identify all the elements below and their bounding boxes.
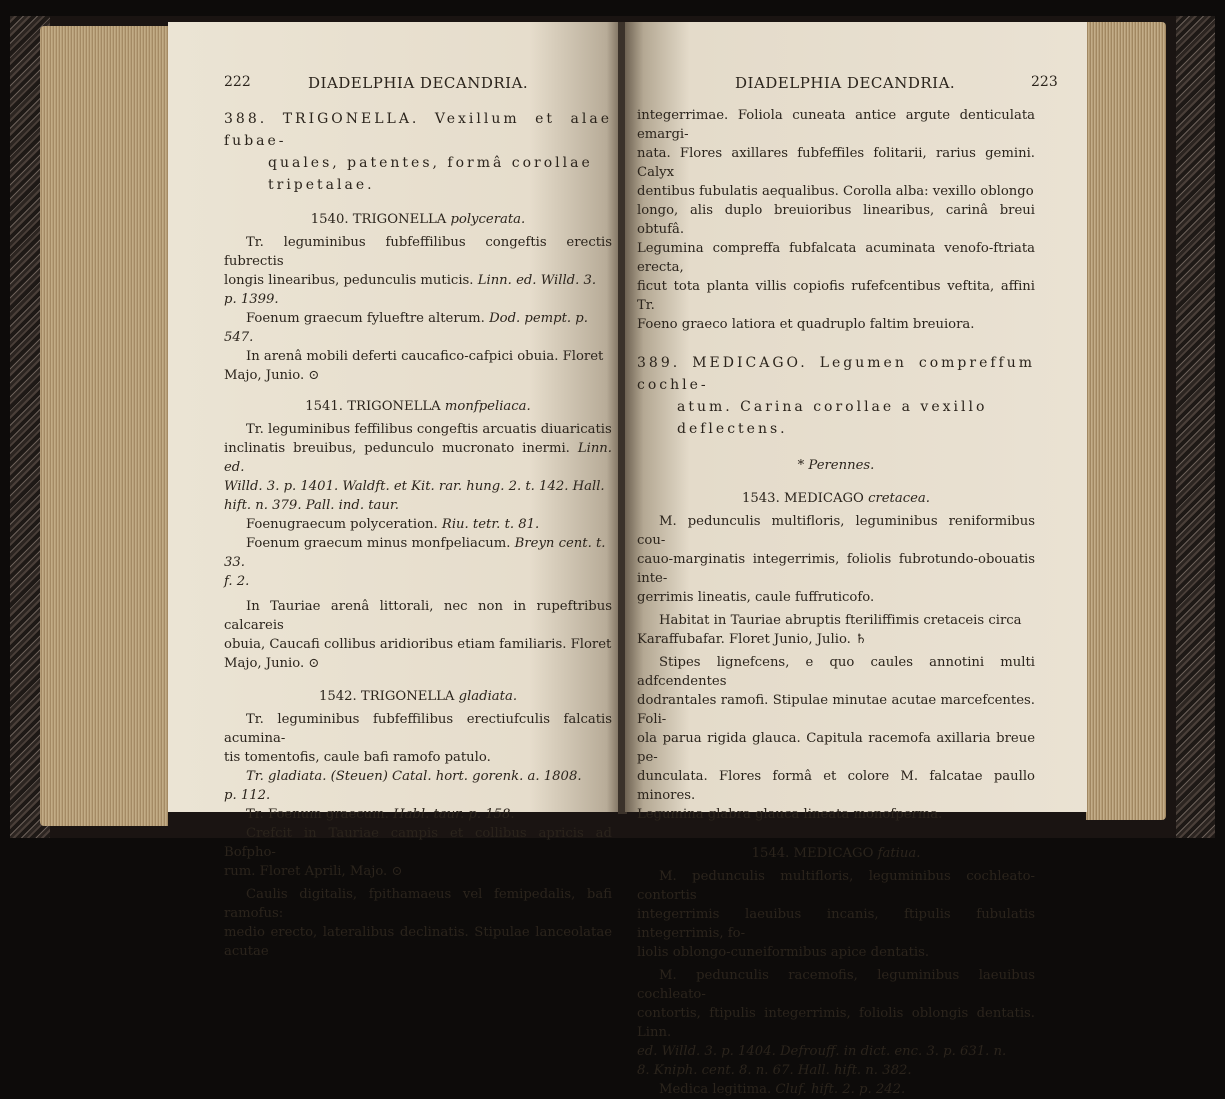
running-head-right: DIADELPHIA DECANDRIA.: [735, 74, 956, 92]
text-line: M. pedunculis multifloris, leguminibus reniformibus cou-: [637, 514, 1035, 548]
text-line: integerrimis laeuibus incanis, ftipulis fubulatis integerrimis, fo-: [637, 907, 1035, 941]
text-line: ola parua rigida glauca. Capitula racemofa axillaria breue pe-: [637, 731, 1035, 765]
text-line: p. 1399.: [224, 292, 279, 307]
right-page-text: [637, 106, 1035, 1099]
text-line: Stipes lignefcens, e quo caules annotini multi adfcendentes: [637, 655, 1035, 689]
text-line: Foenugraecum polyceration. Riu. tetr. t. 81.: [246, 517, 540, 532]
text-line: obuia, Caucafi collibus aridioribus etiam familiaris. Floret: [224, 637, 612, 652]
genus-number: 388.: [224, 111, 268, 127]
text-line: ed. Willd. 3. p. 1404. Defrouff. in dict. enc. 3. p. 631. n.: [637, 1044, 1007, 1059]
text-line: ficut tota planta villis copiofis rufefcentibus veftita, affini Tr.: [637, 279, 1035, 313]
text-line: rum. Floret Aprili, Majo. ⊙: [224, 864, 403, 879]
genus-desc-line2: quales, patentes, formâ corollae tripetalae.: [268, 155, 593, 193]
section-heading: * Perennes.: [797, 458, 875, 473]
text-line: Tr. gladiata. (Steuen) Catal. hort. gorenk. a. 1808.: [246, 769, 582, 784]
running-head-left: DIADELPHIA DECANDRIA.: [308, 74, 529, 92]
genus-desc-line2: atum. Carina corollae a vexillo deflectens.: [677, 399, 988, 437]
species-1542-heading: 1542. TRIGONELLA gladiata.: [318, 689, 518, 704]
text-line: Willd. 3. p. 1401. Waldft. et Kit. rar. hung. 2. t. 142. Hall.: [224, 479, 605, 494]
text-line: integerrimae. Foliola cuneata antice argute denticulata emargi-: [637, 108, 1035, 142]
text-line: Caulis digitalis, fpithamaeus vel femipedalis, bafi ramofus:: [224, 887, 612, 921]
annual-symbol: ⊙: [308, 656, 320, 671]
annual-symbol: ⊙: [391, 864, 403, 879]
text-line: cauo-marginatis integerrimis, foliolis fubrotundo-obouatis inte-: [637, 552, 1035, 586]
text-line: In arenâ mobili deferti caucafico-cafpici obuia. Floret: [246, 349, 604, 364]
text-line: longis linearibus, pedunculis muticis. Linn. ed. Willd. 3.: [224, 273, 597, 288]
species-1544-heading: 1544. MEDICAGO fatiua.: [751, 846, 921, 861]
text-line: Medica legitima. Cluf. hift. 2. p. 242.: [659, 1082, 906, 1097]
text-line: Crefcit in Tauriae campis et collibus apricis ad Bofpho-: [224, 826, 612, 860]
text-line: Karaffubafar. Floret Junio, Julio. ♄: [637, 632, 867, 647]
genus-name: TRIGONELLA.: [282, 111, 420, 127]
text-line: Legumina glabra glauca lineata monofperma.: [637, 807, 943, 822]
text-line: Majo, Junio. ⊙: [224, 656, 320, 671]
left-page-text: [224, 108, 612, 961]
species-1541-heading: 1541. TRIGONELLA monfpeliaca.: [305, 399, 531, 414]
text-line: dentibus fubulatis aequalibus. Corolla alba: vexillo oblongo: [637, 184, 1034, 199]
text-line: 8. Kniph. cent. 8. n. 67. Hall. hift. n. 382.: [637, 1063, 912, 1078]
text-line: p. 112.: [224, 788, 271, 803]
text-line: f. 2.: [224, 574, 250, 589]
text-line: liolis oblongo-cuneiformibus apice dentatis.: [637, 945, 930, 960]
text-line: Tr. Foenum graecum. Habl. taur. p. 158.: [246, 807, 515, 822]
text-line: longo, alis duplo breuioribus linearibus, carinâ breui obtufâ.: [637, 203, 1035, 237]
text-line: nata. Flores axillares fubfeffiles folitarii, rarius gemini. Calyx: [637, 146, 1035, 180]
text-line: In Tauriae arenâ littorali, nec non in rupeftribus calcareis: [224, 599, 612, 633]
genus-medicago: 389. MEDICAGO. Legumen compreffum cochle-: [637, 355, 1036, 393]
page-number-right: 223: [1031, 74, 1058, 90]
annual-symbol: ⊙: [308, 368, 320, 383]
text-line: dodrantales ramofi. Stipulae minutae acutae marcefcentes. Foli-: [637, 693, 1035, 727]
text-line: Foenum graecum minus monfpeliacum. Breyn cent. t. 33.: [224, 536, 606, 570]
genus-trigonella: [224, 108, 612, 152]
text-line: medio erecto, lateralibus declinatis. Stipulae lanceolatae acutae: [224, 925, 612, 959]
marbled-cover-right: [1176, 16, 1215, 838]
species-genus: TRIGONELLA: [352, 212, 447, 227]
text-line: inclinatis breuibus, pedunculo mucronato inermi. Linn. ed.: [224, 441, 612, 475]
text-line: Tr. leguminibus fubfeffilibus erectiufculis falcatis acumina-: [224, 712, 612, 746]
text-line: contortis, ftipulis integerrimis, foliolis oblongis dentatis. Linn.: [637, 1006, 1035, 1040]
species-1543-heading: 1543. MEDICAGO cretacea.: [742, 491, 930, 506]
text-line: dunculata. Flores formâ et colore M. falcatae paullo minores.: [637, 769, 1035, 803]
right-page: [625, 22, 1087, 1097]
text-line: Legumina compreffa fubfalcata acuminata venofo-ftriata erecta,: [637, 241, 1035, 275]
species-number: 1540.: [310, 212, 349, 227]
text-line: Tr. leguminibus fubfeffilibus congeftis erectis fubrectis: [224, 235, 612, 269]
text-line: hift. n. 379. Pall. ind. taur.: [224, 498, 399, 513]
text-line: Foeno graeco latiora et quadruplo faltim breuiora.: [637, 317, 975, 332]
genus-desc: Vexillum et alae fubae-: [224, 111, 613, 149]
text-line: Habitat in Tauriae abruptis fteriliffimis cretaceis circa: [659, 613, 1022, 628]
text-line: Tr. leguminibus feffilibus congeftis arcuatis diuaricatis: [246, 422, 612, 437]
text-line: tis tomentofis, caule bafi ramofo patulo.: [224, 750, 491, 765]
species-1540-heading: [224, 210, 612, 229]
text-line: Foenum graecum fylueftre alterum. Dod. pempt. p. 547.: [224, 311, 588, 345]
left-page: [168, 22, 620, 959]
text-line: gerrimis lineatis, caule fuffruticofo.: [637, 590, 875, 605]
page-edges-left: [40, 26, 168, 826]
page-number-left: 222: [224, 74, 251, 90]
perennial-symbol: ♄: [855, 632, 867, 647]
text-line: M. pedunculis racemofis, leguminibus laeuibus cochleato-: [637, 968, 1035, 1002]
species-epithet: polycerata.: [450, 212, 526, 227]
text-line: Majo, Junio. ⊙: [224, 368, 320, 383]
text-line: M. pedunculis multifloris, leguminibus cochleato-contortis: [637, 869, 1035, 903]
page-edges-right: [1086, 22, 1166, 820]
